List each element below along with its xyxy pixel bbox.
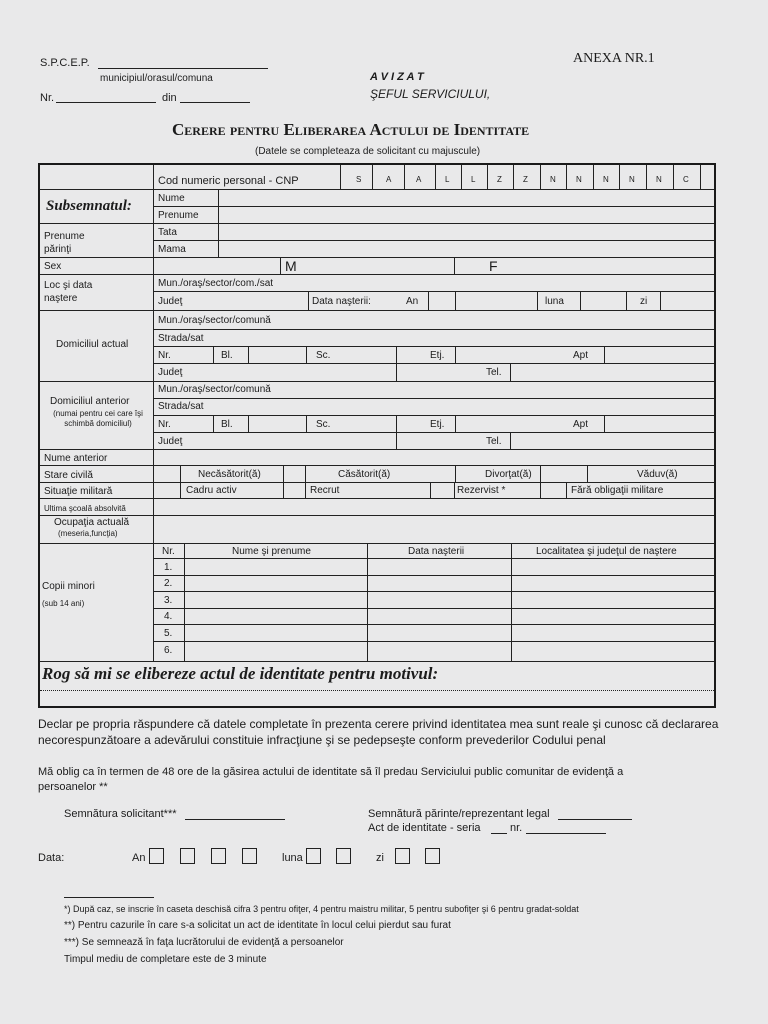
cnp-label: Cod numeric personal - CNP bbox=[158, 175, 299, 187]
cadru-activ-option[interactable]: Cadru activ bbox=[186, 485, 237, 496]
data-box[interactable] bbox=[395, 848, 410, 864]
nr-cell-label: Nr. bbox=[158, 350, 171, 361]
din-label: din bbox=[162, 92, 177, 104]
sex-m-option[interactable]: M bbox=[285, 258, 297, 274]
col-data-header: Data naşterii bbox=[408, 546, 465, 557]
situatie-militara-label: Situaţie militară bbox=[44, 486, 113, 497]
cnp-letter[interactable]: A bbox=[386, 175, 392, 184]
col-loc-header: Localitatea şi judeţul de naştere bbox=[536, 546, 677, 557]
bl-label: Bl. bbox=[221, 419, 233, 430]
act-seria-field[interactable] bbox=[491, 824, 507, 834]
stare-civila-label: Stare civilă bbox=[44, 470, 93, 481]
table-row: 6. bbox=[164, 645, 173, 656]
nr-cell-label: Nr. bbox=[158, 419, 171, 430]
footnote-3: ***) Se semnează în faţa lucrătorului de evidenţă a persoanelor bbox=[64, 937, 344, 948]
cnp-letter[interactable]: N bbox=[576, 175, 582, 184]
fara-obligatii-option[interactable]: Fără obligaţii militare bbox=[571, 485, 664, 496]
nume-label: Nume bbox=[158, 193, 185, 204]
act-nr-label: nr. bbox=[510, 822, 523, 834]
data-box[interactable] bbox=[306, 848, 321, 864]
din-field[interactable] bbox=[180, 93, 250, 103]
judet-label: Judeţ bbox=[158, 296, 183, 307]
apt-label: Apt bbox=[573, 350, 589, 361]
data-box[interactable] bbox=[425, 848, 440, 864]
data-luna-label: luna bbox=[282, 852, 303, 864]
cnp-letter[interactable]: L bbox=[471, 175, 476, 184]
act-nr-field[interactable] bbox=[526, 824, 606, 834]
table-row: 1. bbox=[164, 562, 173, 573]
cnp-letter[interactable]: N bbox=[550, 175, 556, 184]
cnp-letter[interactable]: L bbox=[445, 175, 450, 184]
semnatura-label: Semnătura solicitant*** bbox=[64, 808, 177, 820]
rezervist-option[interactable]: Rezervist * bbox=[457, 485, 506, 496]
nr-field[interactable] bbox=[56, 93, 156, 103]
casatorit-option[interactable]: Căsătorit(ă) bbox=[338, 469, 391, 480]
oblig-statement: Mă oblig ca în termen de 48 ore de la găsirea actului de identitate să îl predau Serviciului public comunitar de evidenţă a persoanelor ** bbox=[38, 766, 624, 793]
tel-label: Tel. bbox=[486, 436, 502, 447]
strada-label: Strada/sat bbox=[158, 333, 204, 344]
recrut-option[interactable]: Recrut bbox=[310, 485, 340, 496]
municipiul-label: municipiul/orasul/comuna bbox=[100, 73, 213, 84]
luna-label: luna bbox=[545, 296, 564, 307]
nume-anterior-label: Nume anterior bbox=[44, 453, 108, 464]
semnatura-parinte-label: Semnătură părinte/reprezentant legal bbox=[368, 808, 550, 820]
data-label: Data: bbox=[38, 852, 65, 864]
avizat-label: A V I Z A T bbox=[370, 71, 424, 83]
cnp-letter[interactable]: N bbox=[603, 175, 609, 184]
footnote-2: **) Pentru cazurile în care s-a solicitat un act de identitate în locul celui pierdut sau furat bbox=[64, 920, 451, 931]
meseria-note: (meseria,funcţia) bbox=[58, 529, 118, 538]
spcep-field[interactable] bbox=[98, 58, 268, 69]
sub14-note: (sub 14 ani) bbox=[42, 599, 85, 608]
judet-label: Judeţ bbox=[158, 436, 183, 447]
data-box[interactable] bbox=[336, 848, 351, 864]
strada-label: Strada/sat bbox=[158, 401, 204, 412]
sc-label: Sc. bbox=[316, 350, 331, 361]
domiciliul-anterior-note: (numai pentru cei care îşi schimbă domiciliul) bbox=[53, 409, 143, 428]
page-subtitle: (Datele se completeaza de solicitant cu majuscule) bbox=[255, 146, 481, 157]
sex-f-option[interactable]: F bbox=[489, 258, 498, 274]
mun-comuna-label: Mun./oraş/sector/comună bbox=[158, 315, 271, 326]
semnatura-parinte-field[interactable] bbox=[558, 810, 632, 820]
prenume-label: Prenume bbox=[158, 210, 199, 221]
cnp-letter[interactable]: C bbox=[683, 175, 689, 184]
col-nr-header: Nr. bbox=[162, 546, 175, 557]
table-row: 5. bbox=[164, 628, 173, 639]
et-label: Etj. bbox=[430, 419, 445, 430]
footnote-4: Timpul mediu de completare este de 3 minute bbox=[64, 954, 267, 965]
cnp-letter[interactable]: S bbox=[356, 175, 362, 184]
subsemnatul-label: Subsemnatul: bbox=[46, 198, 132, 214]
mun-sat-label: Mun./oraş/sector/com./sat bbox=[158, 278, 274, 289]
mama-label: Mama bbox=[158, 244, 186, 255]
col-nume-header: Nume şi prenume bbox=[232, 546, 311, 557]
necasatorit-option[interactable]: Necăsătorit(ă) bbox=[198, 469, 261, 480]
nr-label: Nr. bbox=[40, 92, 55, 104]
data-nasterii-label: Data naşterii: bbox=[312, 296, 371, 307]
declar-statement: Declar pe propria răspundere că datele completate în prezenta cerere privind identitatea mea sunt reale şi cunosc că declararea necorespunzătoare a adevărului constituie infracţiune şi se pedepseşte conform prevederilor Codului penal bbox=[38, 717, 719, 747]
bl-label: Bl. bbox=[221, 350, 233, 361]
copii-minori-label: Copii minori bbox=[42, 581, 95, 592]
et-label: Etj. bbox=[430, 350, 445, 361]
act-identitate-label: Act de identitate - seria bbox=[368, 822, 481, 834]
semnatura-field[interactable] bbox=[185, 810, 285, 820]
footnote-1: *) După caz, se inscrie în caseta deschisă cifra 3 pentru ofiţer, 4 pentru maistru militar, 5 pentru subofiţer şi 6 pentru gradat-soldat bbox=[64, 904, 579, 914]
vaduv-option[interactable]: Văduv(ă) bbox=[637, 469, 678, 480]
data-box[interactable] bbox=[211, 848, 226, 864]
sc-label: Sc. bbox=[316, 419, 331, 430]
tel-label: Tel. bbox=[486, 367, 502, 378]
cnp-letter[interactable]: N bbox=[629, 175, 635, 184]
anexa-label: ANEXA NR.1 bbox=[573, 51, 655, 66]
data-zi-label: zi bbox=[376, 852, 384, 864]
data-box[interactable] bbox=[149, 848, 164, 864]
ultima-scoala-label: Ultima şcoală absolvită bbox=[44, 504, 126, 513]
data-an-label: An bbox=[132, 852, 146, 864]
footnote-divider bbox=[64, 897, 154, 898]
tata-label: Tata bbox=[158, 227, 177, 238]
ocupatia-label: Ocupaţia actuală bbox=[54, 517, 130, 528]
mun-comuna-label: Mun./oraş/sector/comună bbox=[158, 384, 271, 395]
domiciliul-actual-label: Domiciliul actual bbox=[56, 339, 129, 350]
table-row: 2. bbox=[164, 578, 173, 589]
sex-label: Sex bbox=[44, 261, 62, 272]
data-box[interactable] bbox=[242, 848, 257, 864]
domiciliul-anterior-label: Domiciliul anterior bbox=[50, 396, 130, 407]
cnp-letter[interactable]: N bbox=[656, 175, 662, 184]
an-label: An bbox=[406, 296, 419, 307]
cnp-letter[interactable]: Z bbox=[523, 175, 528, 184]
page-title: Cerere pentru Eliberarea Actului de Identitate bbox=[172, 120, 530, 139]
cnp-letter[interactable]: Z bbox=[497, 175, 502, 184]
spcep-label: S.P.C.E.P. bbox=[40, 57, 90, 69]
table-row: 3. bbox=[164, 595, 173, 606]
rog-heading: Rog să mi se elibereze actul de identitate pentru motivul: bbox=[42, 664, 439, 683]
divortat-option[interactable]: Divorţat(ă) bbox=[485, 469, 532, 480]
prenume-parinti-label: Prenume părinţi bbox=[44, 231, 85, 255]
apt-label: Apt bbox=[573, 419, 589, 430]
identity-form bbox=[38, 163, 716, 708]
judet-label: Judeţ bbox=[158, 367, 183, 378]
data-box[interactable] bbox=[180, 848, 195, 864]
zi-label: zi bbox=[640, 296, 648, 307]
seful-label: ŞEFUL SERVICIULUI, bbox=[370, 87, 491, 101]
loc-data-nastere-label: Loc şi data naştere bbox=[44, 280, 93, 304]
table-row: 4. bbox=[164, 611, 173, 622]
cnp-letter[interactable]: A bbox=[416, 175, 422, 184]
